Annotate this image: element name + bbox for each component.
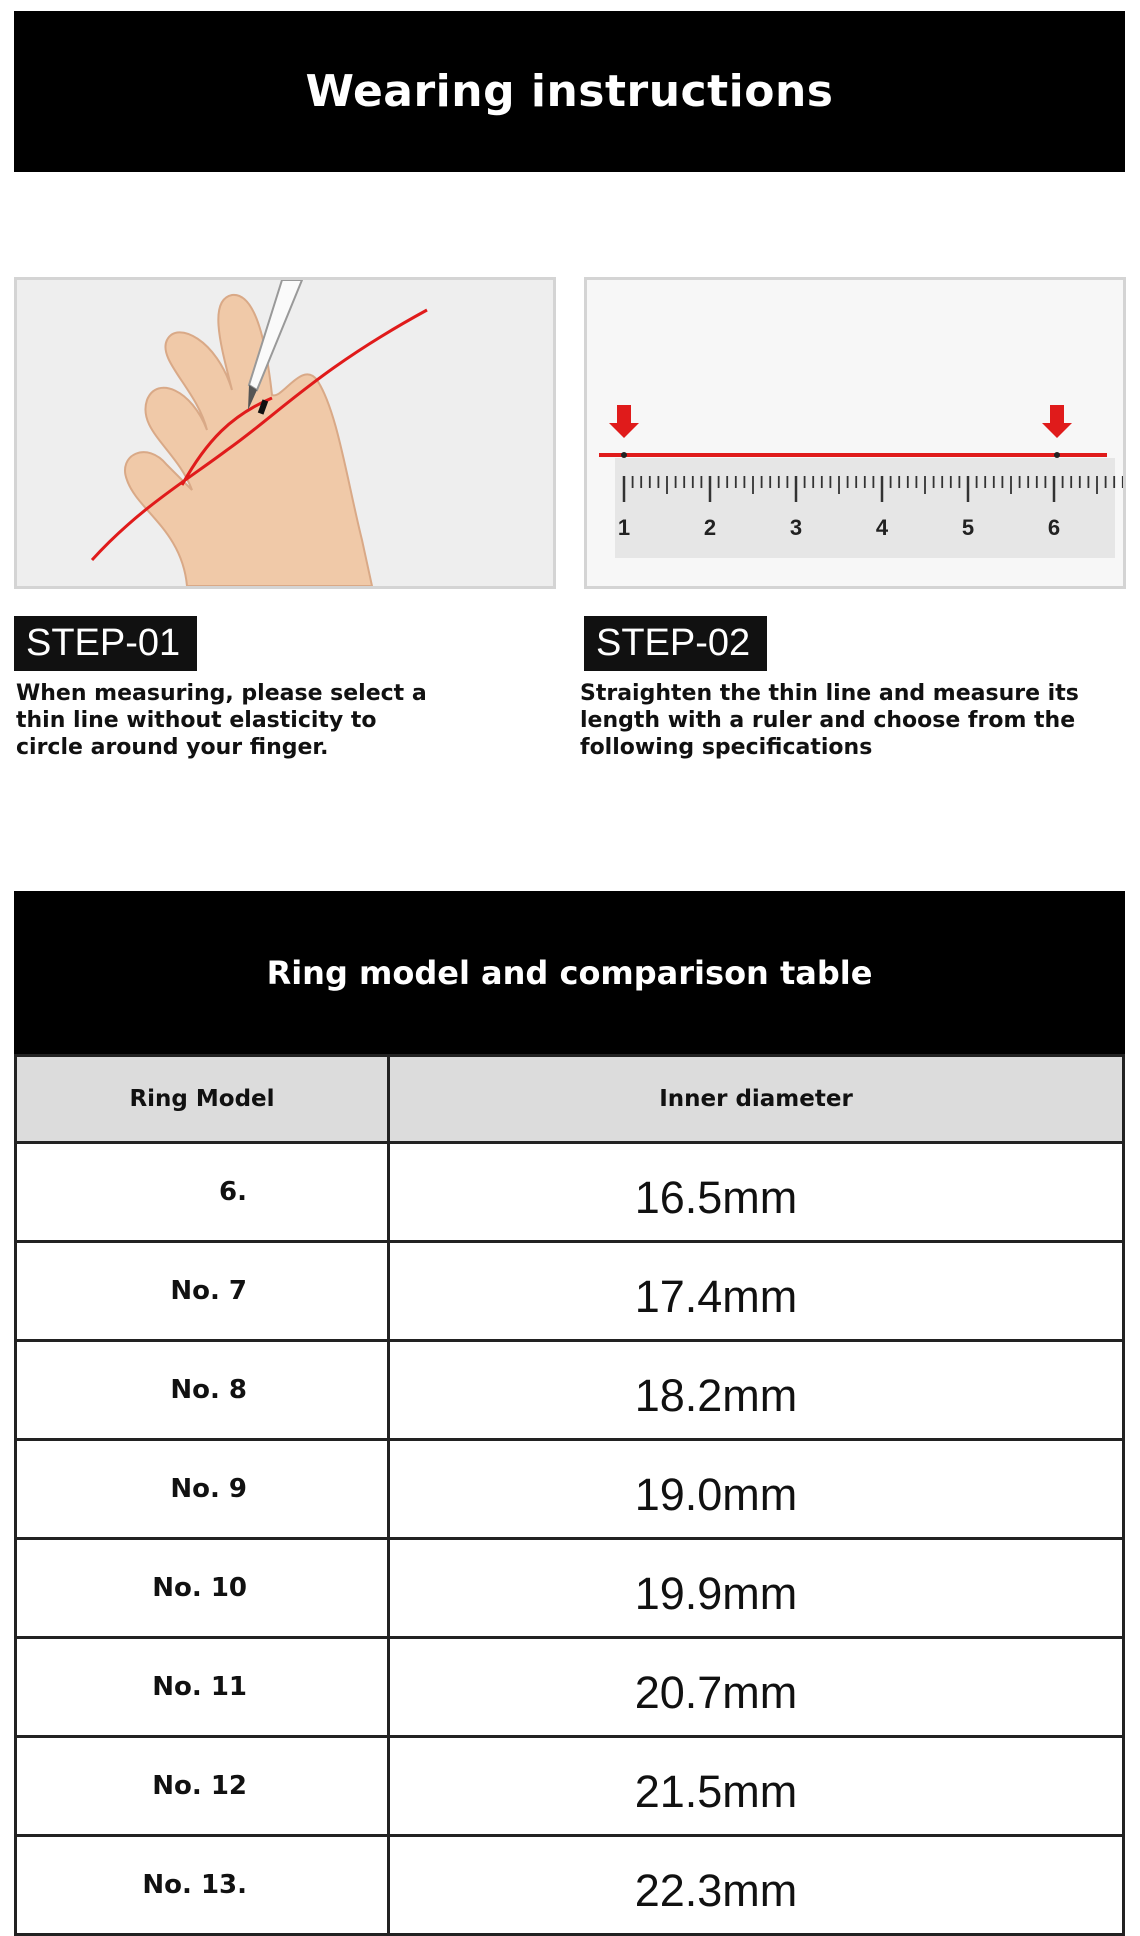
ring-model-cell: No. 7 [16,1242,389,1341]
table-row [16,1737,1124,1836]
start-mark [621,452,627,458]
ruler-body [615,458,1115,558]
table-row [16,1341,1124,1440]
table-row [16,1539,1124,1638]
ring-model-cell: No. 9 [16,1440,389,1539]
ruler-label: 4 [875,515,889,540]
table-row [16,1242,1124,1341]
hand-measuring-illustration [17,280,553,586]
column-header-inner-diameter: Inner diameter [389,1056,1124,1143]
step-1-illustration [14,277,556,589]
inner-diameter-cell: 18.2mm [389,1341,1124,1440]
ring-model-cell: No. 13. [16,1836,389,1935]
column-header-ring-model: Ring Model [16,1056,389,1143]
ring-model-cell: No. 8 [16,1341,389,1440]
inner-diameter-cell: 20.7mm [389,1638,1124,1737]
ruler-label: 5 [961,515,975,540]
ring-model-cell: 6. [16,1143,389,1242]
inner-diameter-cell: 16.5mm [389,1143,1124,1242]
arrow-down-icon [1042,405,1072,438]
inner-diameter-cell: 21.5mm [389,1737,1124,1836]
ruler-label: 2 [703,515,717,540]
step-2-badge: STEP-02 [584,616,767,671]
inner-diameter-cell: 17.4mm [389,1242,1124,1341]
inner-diameter-cell: 19.0mm [389,1440,1124,1539]
table-row [16,1638,1124,1737]
arrow-down-icon [609,405,639,438]
ring-model-cell: No. 12 [16,1737,389,1836]
page-title: Wearing instructions [14,11,1125,172]
step-2-description: Straighten the thin line and measure its length with a ruler and choose from the following specifications [580,681,1079,760]
ring-size-table [14,1054,1125,1936]
step-1-badge: STEP-01 [14,616,197,671]
ring-model-cell: No. 11 [16,1638,389,1737]
step-1-description: When measuring, please select a thin line without elasticity to circle around your finger. [16,681,427,760]
ruler-illustration [587,280,1123,586]
size-table-title: Ring model and comparison table [14,891,1125,1054]
table-row [16,1143,1124,1242]
step-2-illustration [584,277,1126,589]
ruler-label: 1 [617,515,631,540]
table-header-row [16,1056,1124,1143]
inner-diameter-cell: 22.3mm [389,1836,1124,1935]
ruler-label: 3 [789,515,803,540]
table-row [16,1440,1124,1539]
ruler-label: 6 [1047,515,1061,540]
end-mark [1054,452,1060,458]
inner-diameter-cell: 19.9mm [389,1539,1124,1638]
ring-model-cell: No. 10 [16,1539,389,1638]
